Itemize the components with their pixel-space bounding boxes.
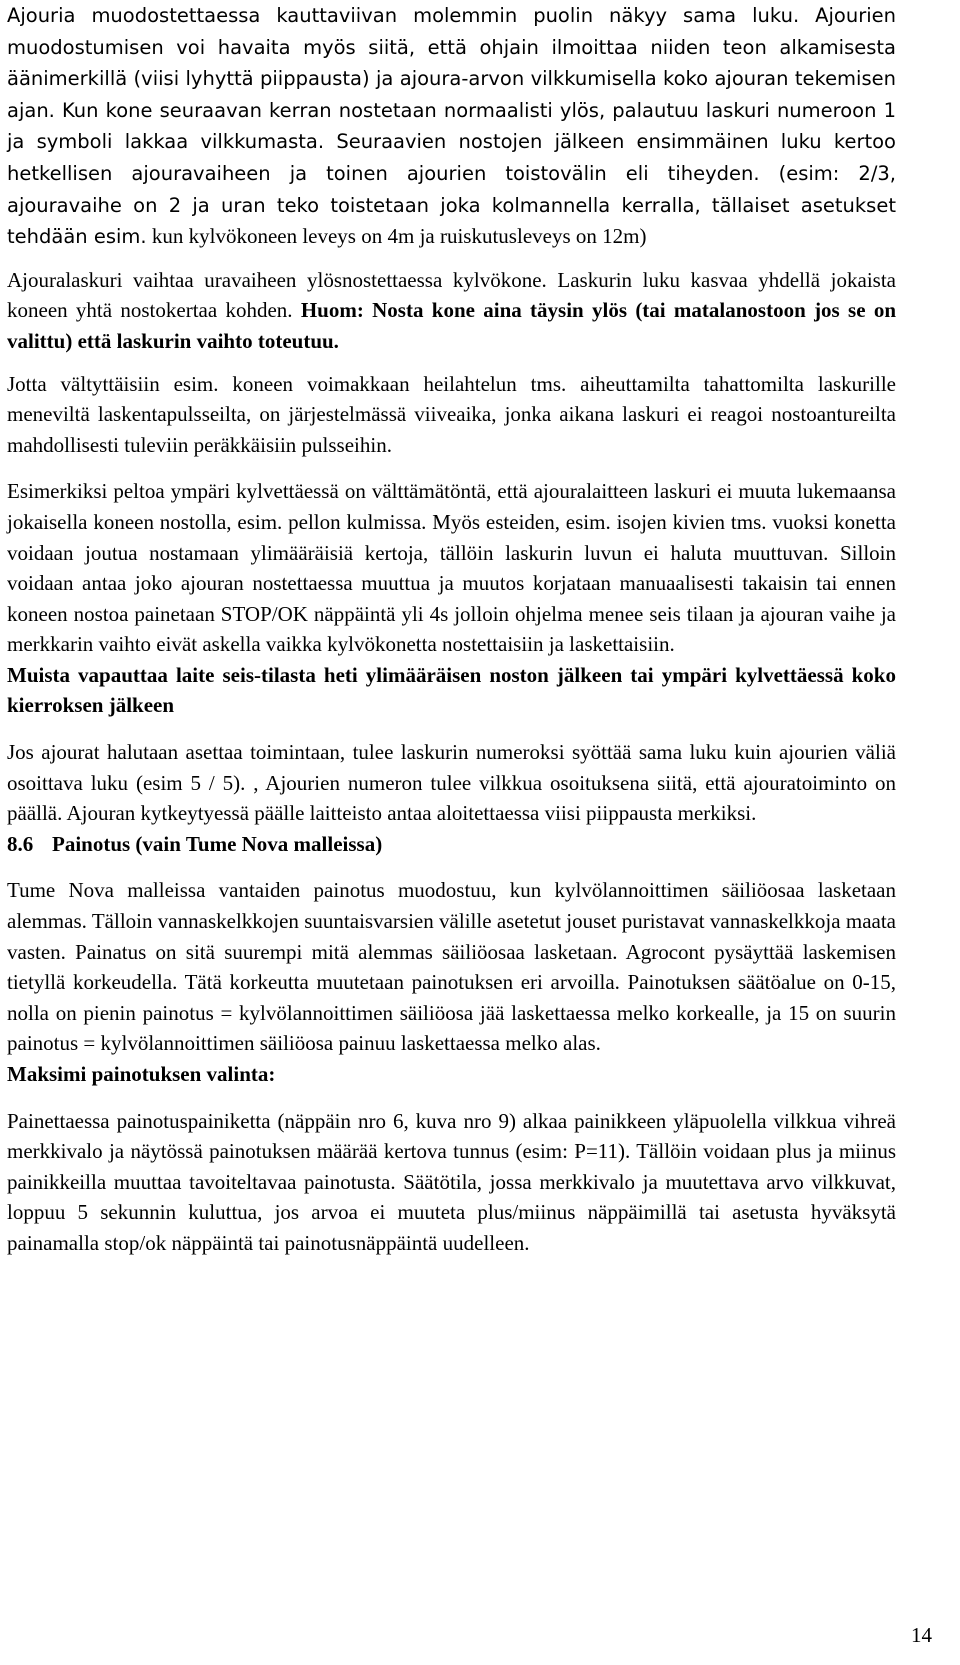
pressure-paragraph: Tume Nova malleissa vantaiden painotus muodostuu, kun kylvölannoittimen säiliöosaa lasketaan alemmas. Tälloin vannaskelkkojen suuntaisvarsien välille asetetut jouset puristavat vannaskelkkoja maata vasten. Painatus on sitä suurempi mitä alemmas säiliöosaa lasketaan. Agrocont pysäyttää laskemisen tietyllä korkeudella. Tätä korkeutta muutetaan painotuksen eri arvoilla. Painotuksen säätöalue on 0-15, nolla on pienin painotus = kylvölannoittimen säiliöosa jää laskettaessa melko korkealle, ja 15 on suurin painotus = kylvölannoittimen säiliöosa painuu laskettaessa melko alas. <box>7 878 896 1056</box>
max-heading: Maksimi painotuksen valinta: <box>7 1062 276 1086</box>
intro-paragraph <box>7 0 896 253</box>
counter-text: Ajouralaskuri vaihtaa uravaiheen ylösnostettaessa kylvökone. Laskurin luku kasvaa yhdellä jokaista koneen yhtä nostokertaa kohden. <box>7 267 896 323</box>
page-number: 14 <box>911 1623 932 1647</box>
intro-serif-text: kun kylvökoneen leveys on 4m ja ruiskutusleveys on 12m) <box>146 224 647 249</box>
document-page <box>7 0 896 1259</box>
max-paragraph: Painettaessa painotuspainiketta (näppäin nro 6, kuva nro 9) alkaa painikkeen yläpuolella vilkkua vihreä merkkivalo ja näytössä painotuksen määrää kertova tunnus (esim: P=11). Tällöin voidaan plus ja miinus painikkeilla muuttaa tavoiteltavaa painotusta. Säätötila, jossa merkkivalo ja muutettava arvo vilkkuvat, loppuu 5 sekunnin kuluttua, jos arvoa ei muuteta plus/miinus näppäimillä tai asetusta hyväksytä painamalla stop/ok näppäintä tai painotusnäppäintä uudelleen. <box>7 1108 896 1255</box>
counter-note: Huom: Nosta kone aina täysin ylös (tai matalanostoon jos se on valittu) että laskurin vaihto toteutuu. <box>7 298 896 353</box>
delay-paragraph: Jotta vältyttäisiin esim. koneen voimakkaan heilahtelun tms. aiheuttamilta tahattomilta laskurille meneviltä laskentapulsseilta, on järjestelmässä viiveaika, jonka aikana laskuri ei reagoi nostoantureilta mahdollisesti tuleviin peräkkäisiin pulsseihin. <box>7 371 896 457</box>
intro-sans-text: Ajouria muodostettaessa kauttaviivan molemmin puolin näkyy sama luku. Ajourien muodostumisen voi havaita myös siitä, että ohjain ilmoittaa niiden teon alkamisesta äänimerkillä (viisi lyhyttä piippausta) ja ajoura-arvon vilkkumisella koko ajouran tekemisen ajan. Kun kone seuraavan kerran nostetaan normaalisti ylös, palautuu laskuri numeroon 1 ja symboli lakkaa vilkkumasta. Seuraavien nostojen jälkeen ensimmäinen luku kertoo hetkellisen ajouravaiheen ja toinen ajourien toistovälin eli tiheyden. (esim: 2/3, ajouravaihe on 2 ja uran teko toistetaan joka kolmannella kerralla, tällaiset asetukset tehdään esim. <box>7 4 896 249</box>
release-heading: Muista vapauttaa laite seis-tilasta heti ylimääräisen noston jälkeen tai ympäri kylvettäessä koko kierroksen jälkeen <box>7 662 896 718</box>
section-number: 8.6 <box>7 831 34 856</box>
example-paragraph: Esimerkiksi peltoa ympäri kylvettäessä on välttämätöntä, että ajouralaitteen laskuri ei muuta lukemaansa jokaisella koneen nostolla, esim. pellon kulmissa. Myös esteiden, esim. isojen kivien tms. vuoksi konetta voidaan joutua nostamaan ylimääräisiä kertoja, tällöin laskurin luvun ei haluta muuttuvan. Silloin voidaan antaa joko ajouran nostettaessa muuttua ja muutos korjataan manuaalisesti takaisin tai ennen koneen nostoa painetaan STOP/OK näppäintä yli 4s jolloin ohjelma menee seis tilaan ja ajouran vaihe ja merkkarin vaihto eivät askella vaikka kylvökonetta nostettaisiin ja laskettaisiin. <box>7 479 896 657</box>
section-heading <box>7 829 896 860</box>
start-paragraph: Jos ajourat halutaan asettaa toimintaan, tulee laskurin numeroksi syöttää sama luku kuin ajourien väliä osoittava luku (esim 5 / 5). , Ajourien numeron tulee vilkkua osoituksena siitä, että ajouratoiminto on päällä. Ajouran kytkeytyessä päälle laitteisto antaa aloitettaessa viisi piippausta merkiksi. <box>7 740 896 826</box>
counter-paragraph <box>7 265 896 357</box>
section-title: Painotus (vain Tume Nova malleissa) <box>52 831 383 856</box>
